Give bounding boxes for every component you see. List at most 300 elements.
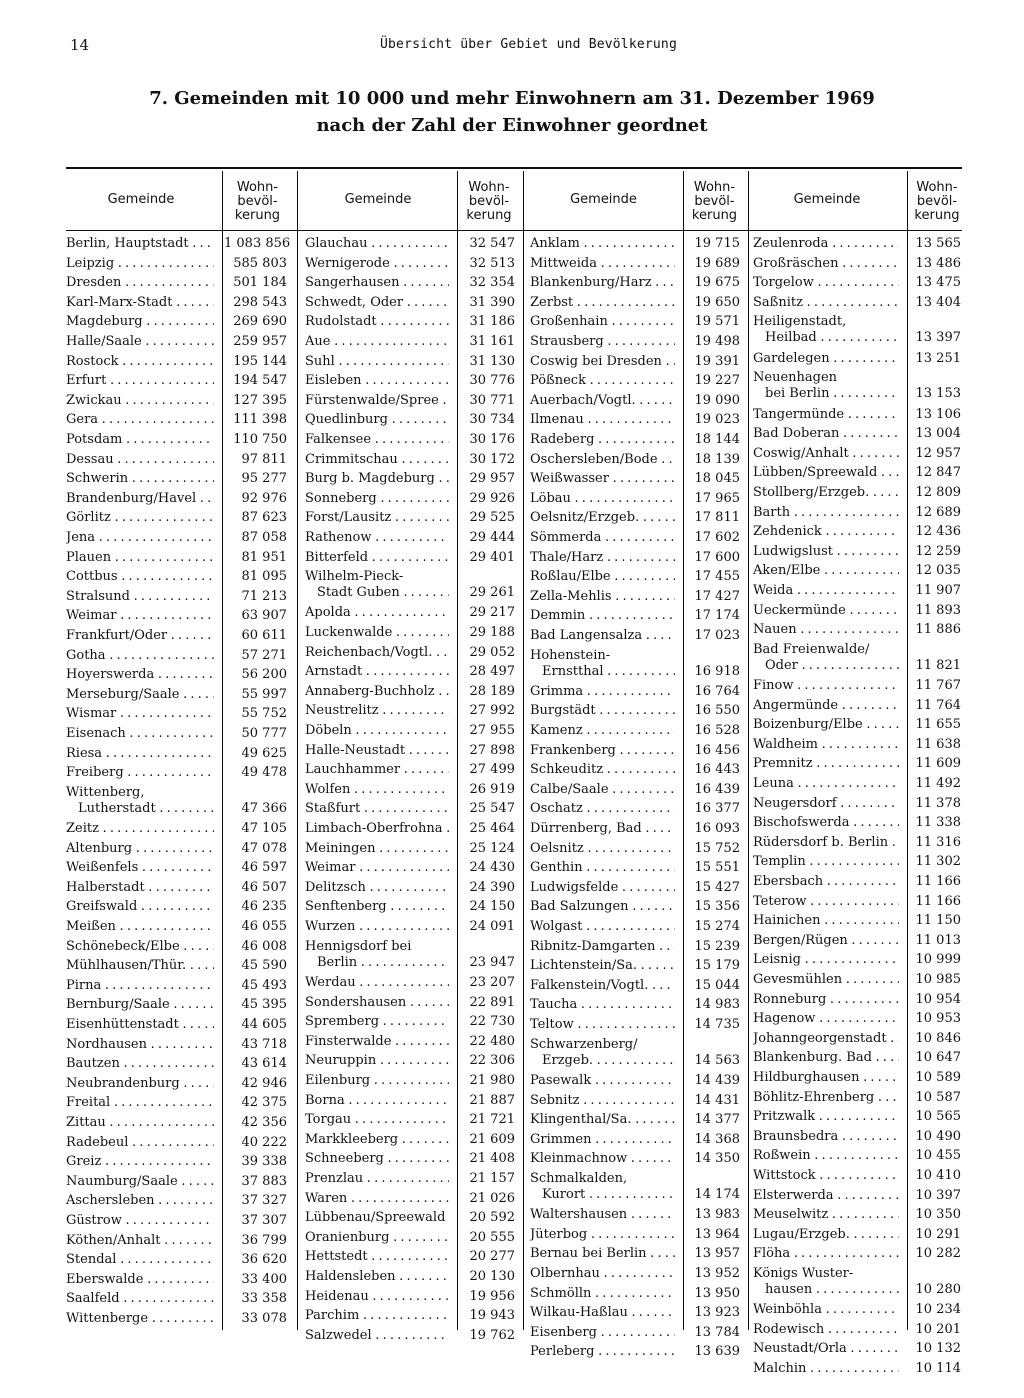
gemeinde-name	[305, 354, 449, 370]
wohnbevoelkerung-value: 12 689	[915, 504, 961, 520]
gemeinde-name	[530, 1207, 675, 1223]
gemeinde-name-line: Eisenhüttenstadt . . .	[66, 1017, 214, 1033]
wohnbevoelkerung-value: 10 280	[915, 1281, 961, 1297]
gemeinde-name	[753, 563, 899, 579]
wohnbevoelkerung-value: 10 589	[915, 1069, 961, 1085]
gemeinde-name	[530, 1266, 675, 1282]
wohnbevoelkerung-value: 49 478	[241, 765, 287, 781]
wohnbevoelkerung-value: 10 647	[915, 1050, 961, 1066]
gemeinde-name-line: Blankenburg. Bad . . .	[753, 1050, 899, 1066]
gemeinde-name-line: Bad Freienwalde/	[753, 641, 870, 657]
wohnbevoelkerung-value: 47 078	[241, 840, 287, 856]
wohnbevoelkerung-value: 27 499	[469, 762, 515, 778]
wohnbevoelkerung-value: 29 188	[469, 625, 515, 641]
gemeinde-name-line: Heiligenstadt,	[753, 314, 847, 330]
gemeinde-name-line: Apolda . . .	[305, 605, 449, 621]
gemeinde-name	[753, 1322, 899, 1338]
gemeinde-name-line: Eilenburg . . .	[305, 1073, 449, 1089]
gemeinde-name	[753, 1148, 899, 1164]
gemeinde-name	[753, 1361, 899, 1377]
gemeinde-name-line: Klingenthal/Sa. . . .	[530, 1112, 675, 1128]
wohnbevoelkerung-value: 29 261	[469, 585, 515, 601]
gemeinde-name	[530, 589, 675, 605]
gemeinde-name	[305, 1328, 449, 1344]
wohnbevoelkerung-value: 22 891	[469, 994, 515, 1010]
gemeinde-name-line: Erzgeb. . . .	[530, 1053, 675, 1069]
gemeinde-name	[305, 880, 449, 896]
wohnbevoelkerung-value: 501 184	[233, 275, 287, 291]
gemeinde-name	[305, 684, 449, 700]
gemeinde-name-line: Dresden . . .	[66, 275, 214, 291]
header-line: bevöl-	[237, 194, 278, 209]
gemeinde-name-line: Crimmitschau . . .	[305, 452, 449, 468]
gemeinde-name-line: Falkenstein/Vogtl. . . .	[530, 978, 675, 994]
gemeinde-name	[753, 256, 899, 272]
wohnbevoelkerung-value: 11 893	[915, 602, 961, 618]
gemeinde-name	[530, 236, 675, 252]
gemeinde-name	[305, 1308, 449, 1324]
gemeinde-name-line: Bautzen . . .	[66, 1056, 214, 1072]
gemeinde-name	[66, 1291, 214, 1307]
gemeinde-name-line: Dürrenberg, Bad . . .	[530, 821, 675, 837]
gemeinde-name-line: Wernigerode . . .	[305, 256, 449, 272]
gemeinde-name-line: Heilbad . . .	[753, 330, 899, 346]
gemeinde-name-line: Hagenow . . .	[753, 1011, 899, 1027]
gemeinde-name	[753, 717, 899, 733]
column-rule	[222, 171, 223, 1330]
wohnbevoelkerung-value: 30 172	[469, 451, 515, 467]
gemeinde-name-line: Roßlau/Elbe . . .	[530, 569, 675, 585]
gemeinde-name	[753, 583, 899, 599]
wohnbevoelkerung-value: 56 200	[241, 667, 287, 683]
gemeinde-name-line: Wittstock . . .	[753, 1168, 899, 1184]
gemeinde-name	[305, 841, 449, 857]
gemeinde-name	[305, 995, 449, 1011]
wohnbevoelkerung-value: 37 307	[241, 1213, 287, 1229]
wohnbevoelkerung-value: 19 762	[469, 1327, 515, 1343]
gemeinde-name-line: Greifswald . . .	[66, 899, 214, 915]
wohnbevoelkerung-value: 29 401	[469, 549, 515, 565]
wohnbevoelkerung-value: 19 498	[694, 334, 740, 349]
wohnbevoelkerung-value: 46 235	[241, 899, 287, 915]
gemeinde-name-line: Nordhausen . . .	[66, 1037, 214, 1053]
wohnbevoelkerung-value: 29 217	[469, 605, 515, 621]
gemeinde-name	[530, 703, 675, 719]
gemeinde-name-line: Wurzen . . .	[305, 919, 449, 935]
wohnbevoelkerung-value: 10 201	[915, 1321, 961, 1337]
gemeinde-name-line: Suhl . . .	[305, 354, 449, 370]
gemeinde-name	[530, 1344, 675, 1360]
wohnbevoelkerung-value: 87 058	[241, 530, 287, 545]
gemeinde-name	[753, 314, 899, 346]
gemeinde-name	[530, 762, 675, 778]
gemeinde-name-line: Neustrelitz . . .	[305, 703, 449, 719]
gemeinde-name-line: Bernburg/Saale . . .	[66, 997, 214, 1013]
gemeinde-name-line: Altenburg . . .	[66, 841, 214, 857]
wohnbevoelkerung-value: 585 803	[233, 255, 287, 271]
wohnbevoelkerung-value: 27 898	[469, 742, 515, 758]
gemeinde-name	[66, 1154, 214, 1170]
gemeinde-name-line: Limbach-Oberfrohna . . .	[305, 821, 449, 837]
gemeinde-name-line: Eberswalde . . .	[66, 1272, 214, 1288]
gemeinde-name	[305, 236, 449, 252]
gemeinde-name	[66, 841, 214, 857]
gemeinde-name-line: Bischofswerda . . .	[753, 815, 899, 831]
wohnbevoelkerung-value: 10 455	[915, 1148, 961, 1164]
wohnbevoelkerung-value: 298 543	[233, 294, 287, 310]
wohnbevoelkerung-value: 12 035	[915, 563, 961, 579]
wohnbevoelkerung-value: 25 464	[469, 821, 515, 837]
wohnbevoelkerung-value: 11 907	[915, 582, 961, 598]
wohnbevoelkerung-value: 14 368	[694, 1131, 740, 1147]
gemeinde-name-line: Torgelow . . .	[753, 275, 899, 291]
wohnbevoelkerung-value: 13 784	[694, 1324, 740, 1340]
gemeinde-name-line: Brandenburg/Havel . . .	[66, 491, 214, 507]
gemeinde-name-line: Demmin . . .	[530, 608, 675, 624]
wohnbevoelkerung-value: 10 397	[915, 1187, 961, 1203]
gemeinde-name-line: Oschersleben/Bode . . .	[530, 452, 675, 468]
wohnbevoelkerung-value: 92 976	[241, 490, 287, 506]
gemeinde-name	[305, 1014, 449, 1030]
gemeinde-name	[305, 452, 449, 468]
wohnbevoelkerung-value: 37 883	[241, 1173, 287, 1189]
wohnbevoelkerung-value: 42 356	[241, 1115, 287, 1131]
column-header-gemeinde: Gemeinde	[107, 192, 175, 207]
gemeinde-name	[305, 275, 449, 291]
column-header-wohnbevoelkerung	[224, 181, 291, 223]
gemeinde-name-line: Großenhain . . .	[530, 314, 675, 330]
gemeinde-name	[753, 1266, 899, 1298]
wohnbevoelkerung-value: 29 525	[469, 510, 515, 526]
wohnbevoelkerung-value: 15 427	[694, 879, 740, 895]
gemeinde-name-line: Torgau . . .	[305, 1112, 449, 1128]
wohnbevoelkerung-value: 10 490	[915, 1128, 961, 1144]
gemeinde-name	[66, 1193, 214, 1209]
gemeinde-name-line: Wilhelm-Pieck-	[305, 569, 404, 585]
gemeinde-name	[66, 1272, 214, 1288]
gemeinde-name	[305, 939, 449, 971]
gemeinde-name	[530, 354, 675, 370]
gemeinde-name	[753, 642, 899, 674]
wohnbevoelkerung-value: 32 354	[469, 275, 515, 291]
wohnbevoelkerung-value: 11 767	[915, 677, 961, 693]
gemeinde-name	[753, 351, 899, 367]
table-title: 7. Gemeinden mit 10 000 und mehr Einwohnern am 31. Dezember 1969	[149, 88, 875, 109]
wohnbevoelkerung-value: 10 846	[915, 1030, 961, 1046]
wohnbevoelkerung-value: 16 093	[694, 821, 740, 837]
gemeinde-name-line: Schmölln . . .	[530, 1286, 675, 1302]
gemeinde-name	[530, 723, 675, 739]
wohnbevoelkerung-value: 259 957	[233, 334, 287, 349]
wohnbevoelkerung-value: 15 551	[694, 860, 740, 876]
gemeinde-name	[305, 471, 449, 487]
wohnbevoelkerung-value: 23 207	[469, 974, 515, 990]
gemeinde-name	[66, 726, 214, 742]
gemeinde-name-line: Plauen . . .	[66, 550, 214, 566]
wohnbevoelkerung-value: 13 952	[694, 1265, 740, 1281]
gemeinde-name	[530, 569, 675, 585]
wohnbevoelkerung-value: 10 985	[915, 971, 961, 987]
gemeinde-name	[530, 841, 675, 857]
wohnbevoelkerung-value: 21 408	[469, 1151, 515, 1167]
gemeinde-name	[66, 569, 214, 585]
wohnbevoelkerung-value: 18 144	[694, 432, 740, 447]
wohnbevoelkerung-value: 30 771	[469, 392, 515, 408]
wohnbevoelkerung-value: 194 547	[233, 373, 287, 389]
gemeinde-name-line: Meuselwitz . . .	[753, 1207, 899, 1223]
gemeinde-name	[66, 354, 214, 370]
gemeinde-name-line: Schwarzenberg/	[530, 1036, 638, 1052]
wohnbevoelkerung-value: 28 497	[469, 664, 515, 680]
wohnbevoelkerung-value: 13 251	[915, 350, 961, 366]
wohnbevoelkerung-value: 19 943	[469, 1308, 515, 1324]
gemeinde-name	[305, 625, 449, 641]
wohnbevoelkerung-value: 12 436	[915, 524, 961, 540]
gemeinde-name	[66, 1252, 214, 1268]
wohnbevoelkerung-value: 11 338	[915, 815, 961, 831]
gemeinde-name	[753, 446, 899, 462]
wohnbevoelkerung-value: 16 764	[694, 683, 740, 699]
wohnbevoelkerung-value: 16 377	[694, 801, 740, 817]
gemeinde-name-line: Hildburghausen . . .	[753, 1070, 899, 1086]
wohnbevoelkerung-value: 17 602	[694, 530, 740, 545]
gemeinde-name-line: Oelsnitz . . .	[530, 841, 675, 857]
gemeinde-name	[530, 1305, 675, 1321]
gemeinde-name	[305, 975, 449, 991]
gemeinde-name-line: Weimar . . .	[305, 860, 449, 876]
wohnbevoelkerung-value: 33 358	[241, 1291, 287, 1307]
gemeinde-name-line: Waltershausen . . .	[530, 1207, 675, 1223]
header-line: bevöl-	[916, 194, 958, 209]
gemeinde-name	[66, 1213, 214, 1229]
header-line: kerung	[466, 208, 512, 223]
gemeinde-name-line: Döbeln . . .	[305, 723, 449, 739]
wohnbevoelkerung-value: 13 106	[915, 406, 961, 422]
gemeinde-name-line: Coswig bei Dresden . . .	[530, 354, 675, 370]
gemeinde-name	[66, 1076, 214, 1092]
gemeinde-name-line: Zeulenroda . . .	[753, 236, 899, 252]
gemeinde-name-line: Taucha . . .	[530, 997, 675, 1013]
wohnbevoelkerung-value: 24 150	[469, 899, 515, 915]
gemeinde-name-line: Güstrow . . .	[66, 1213, 214, 1229]
gemeinde-name-line: Aken/Elbe . . .	[753, 563, 899, 579]
gemeinde-name	[753, 1031, 899, 1047]
gemeinde-name	[753, 894, 899, 910]
gemeinde-name-line: Thale/Harz . . .	[530, 550, 675, 566]
gemeinde-name	[530, 782, 675, 798]
wohnbevoelkerung-value: 57 271	[241, 647, 287, 663]
gemeinde-name	[530, 471, 675, 487]
wohnbevoelkerung-value: 11 150	[915, 913, 961, 929]
gemeinde-name	[305, 782, 449, 798]
gemeinde-name	[530, 1227, 675, 1243]
wohnbevoelkerung-value: 13 153	[915, 386, 961, 402]
gemeinde-name-line: Neuenhagen	[753, 370, 838, 386]
wohnbevoelkerung-value: 55 997	[241, 686, 287, 702]
gemeinde-name	[530, 1151, 675, 1167]
column-header-wohnbevoelkerung	[459, 181, 519, 223]
gemeinde-name	[530, 295, 675, 311]
wohnbevoelkerung-value: 32 547	[469, 236, 515, 251]
gemeinde-name	[66, 978, 214, 994]
gemeinde-name	[530, 510, 675, 526]
gemeinde-name	[66, 1017, 214, 1033]
gemeinde-name	[530, 334, 675, 350]
gemeinde-name-line: Sömmerda . . .	[530, 530, 675, 546]
gemeinde-name	[305, 899, 449, 915]
gemeinde-name	[305, 1053, 449, 1069]
gemeinde-name	[66, 1174, 214, 1190]
gemeinde-name-line: Parchim . . .	[305, 1308, 449, 1324]
gemeinde-name-line: Zittau . . .	[66, 1115, 214, 1131]
gemeinde-name-line: Dessau . . .	[66, 452, 214, 468]
gemeinde-name-line: Ribnitz-Damgarten . . .	[530, 939, 675, 955]
wohnbevoelkerung-value: 195 144	[233, 353, 287, 369]
gemeinde-name	[305, 1093, 449, 1109]
wohnbevoelkerung-value: 19 689	[694, 255, 740, 271]
gemeinde-name	[753, 874, 899, 890]
gemeinde-name-line: Eisenach . . .	[66, 726, 214, 742]
gemeinde-name	[530, 432, 675, 448]
column-header-wohnbevoelkerung	[909, 181, 965, 223]
gemeinde-name	[530, 1325, 675, 1341]
gemeinde-name	[305, 1151, 449, 1167]
wohnbevoelkerung-value: 20 592	[469, 1210, 515, 1226]
wohnbevoelkerung-value: 10 234	[915, 1302, 961, 1318]
gemeinde-name-line: Gera . . .	[66, 412, 214, 428]
gemeinde-name-line: Neugersdorf . . .	[753, 796, 899, 812]
wohnbevoelkerung-value: 87 623	[241, 510, 287, 526]
gemeinde-name	[530, 530, 675, 546]
gemeinde-name	[305, 295, 449, 311]
gemeinde-name	[305, 1171, 449, 1187]
gemeinde-name-line: Kamenz . . .	[530, 723, 675, 739]
wohnbevoelkerung-value: 55 752	[241, 706, 287, 722]
column-header-gemeinde: Gemeinde	[570, 192, 637, 207]
gemeinde-name-line: hausen . . .	[753, 1282, 899, 1298]
gemeinde-name-line: Halle/Saale . . .	[66, 334, 214, 350]
gemeinde-name	[66, 256, 214, 272]
header-line: Wohn-	[693, 180, 736, 195]
gemeinde-name-line: Markkleeberg . . .	[305, 1132, 449, 1148]
wohnbevoelkerung-value: 11 302	[915, 854, 961, 870]
wohnbevoelkerung-value: 13 004	[915, 426, 961, 442]
gemeinde-name	[530, 1037, 675, 1069]
gemeinde-name-line: Heidenau . . .	[305, 1289, 449, 1305]
wohnbevoelkerung-value: 14 174	[694, 1186, 740, 1202]
gemeinde-name-line: Teltow . . .	[530, 1017, 675, 1033]
wohnbevoelkerung-value: 17 174	[694, 608, 740, 624]
gemeinde-name-line: Lübbenau/Spreewald . . .	[305, 1210, 449, 1226]
header-line: Wohn-	[468, 180, 510, 195]
gemeinde-name-line: Prenzlau . . .	[305, 1171, 449, 1187]
gemeinde-name-line: Jüterbog . . .	[530, 1227, 675, 1243]
gemeinde-name-line: Quedlinburg . . .	[305, 412, 449, 428]
gemeinde-name-line: Waren . . .	[305, 1191, 449, 1207]
gemeinde-name	[305, 569, 449, 601]
gemeinde-name	[753, 370, 899, 402]
gemeinde-name-line: Finow . . .	[753, 678, 899, 694]
gemeinde-name	[305, 412, 449, 428]
gemeinde-name	[66, 628, 214, 644]
wohnbevoelkerung-value: 40 222	[241, 1134, 287, 1150]
wohnbevoelkerung-value: 97 811	[241, 451, 287, 467]
gemeinde-name-line: Hettstedt . . .	[305, 1249, 449, 1265]
gemeinde-name	[753, 426, 899, 442]
gemeinde-name	[753, 933, 899, 949]
wohnbevoelkerung-value: 29 052	[469, 644, 515, 660]
page-number: 14	[70, 36, 90, 54]
gemeinde-name-line: Gevesmühlen . . .	[753, 972, 899, 988]
gemeinde-name	[753, 815, 899, 831]
gemeinde-name	[753, 1168, 899, 1184]
wohnbevoelkerung-value: 46 008	[241, 938, 287, 954]
wohnbevoelkerung-value: 14 563	[694, 1052, 740, 1068]
wohnbevoelkerung-value: 12 847	[915, 465, 961, 481]
wohnbevoelkerung-value: 16 528	[694, 723, 740, 739]
header-line: bevöl-	[468, 194, 510, 209]
gemeinde-name-line: Greiz . . .	[66, 1154, 214, 1170]
gemeinde-name-line: Hohenstein-	[530, 647, 611, 663]
gemeinde-name	[305, 743, 449, 759]
wohnbevoelkerung-value: 13 957	[694, 1246, 740, 1262]
gemeinde-name-line: Delitzsch . . .	[305, 880, 449, 896]
gemeinde-name-line: Wittenberg,	[66, 784, 145, 800]
gemeinde-name	[753, 698, 899, 714]
gemeinde-name	[753, 835, 899, 851]
gemeinde-name-line: Sangerhausen . . .	[305, 275, 449, 291]
wohnbevoelkerung-value: 11 764	[915, 697, 961, 713]
gemeinde-name	[66, 1037, 214, 1053]
gemeinde-name-line: Luckenwalde . . .	[305, 625, 449, 641]
wohnbevoelkerung-value: 60 611	[241, 628, 287, 643]
gemeinde-name	[753, 992, 899, 1008]
gemeinde-name-line: Waldheim . . .	[753, 737, 899, 753]
gemeinde-name	[66, 491, 214, 507]
gemeinde-name	[305, 1112, 449, 1128]
wohnbevoelkerung-value: 19 023	[694, 412, 740, 428]
gemeinde-name	[305, 645, 449, 661]
gemeinde-name	[753, 796, 899, 812]
wohnbevoelkerung-value: 16 443	[694, 762, 740, 778]
gemeinde-name	[305, 703, 449, 719]
gemeinde-name-line: Arnstadt . . .	[305, 664, 449, 680]
gemeinde-name-line: Köthen/Anhalt . . .	[66, 1233, 214, 1249]
gemeinde-name-line: Burgstädt . . .	[530, 703, 675, 719]
wohnbevoelkerung-value: 36 799	[241, 1232, 287, 1248]
gemeinde-name-line: Finsterwalde . . .	[305, 1034, 449, 1050]
gemeinde-name	[305, 393, 449, 409]
gemeinde-name-line: Gardelegen . . .	[753, 351, 899, 367]
gemeinde-name-line: Aue . . .	[305, 334, 449, 350]
wohnbevoelkerung-value: 18 045	[694, 471, 740, 487]
gemeinde-name	[66, 919, 214, 935]
gemeinde-name	[530, 628, 675, 644]
gemeinde-name	[753, 1070, 899, 1086]
gemeinde-name	[753, 236, 899, 252]
gemeinde-name-line: Flöha . . .	[753, 1246, 899, 1262]
gemeinde-name-line: Riesa . . .	[66, 746, 214, 762]
gemeinde-name-line: Elsterwerda . . .	[753, 1188, 899, 1204]
gemeinde-name	[753, 972, 899, 988]
gemeinde-name	[753, 1188, 899, 1204]
wohnbevoelkerung-value: 17 811	[694, 510, 740, 526]
gemeinde-name-line: Zehdenick . . .	[753, 524, 899, 540]
gemeinde-name-line: Ueckermünde . . .	[753, 603, 899, 619]
gemeinde-name-line: Sebnitz . . .	[530, 1093, 675, 1109]
wohnbevoelkerung-value: 31 130	[469, 353, 515, 369]
wohnbevoelkerung-value: 13 950	[694, 1285, 740, 1301]
